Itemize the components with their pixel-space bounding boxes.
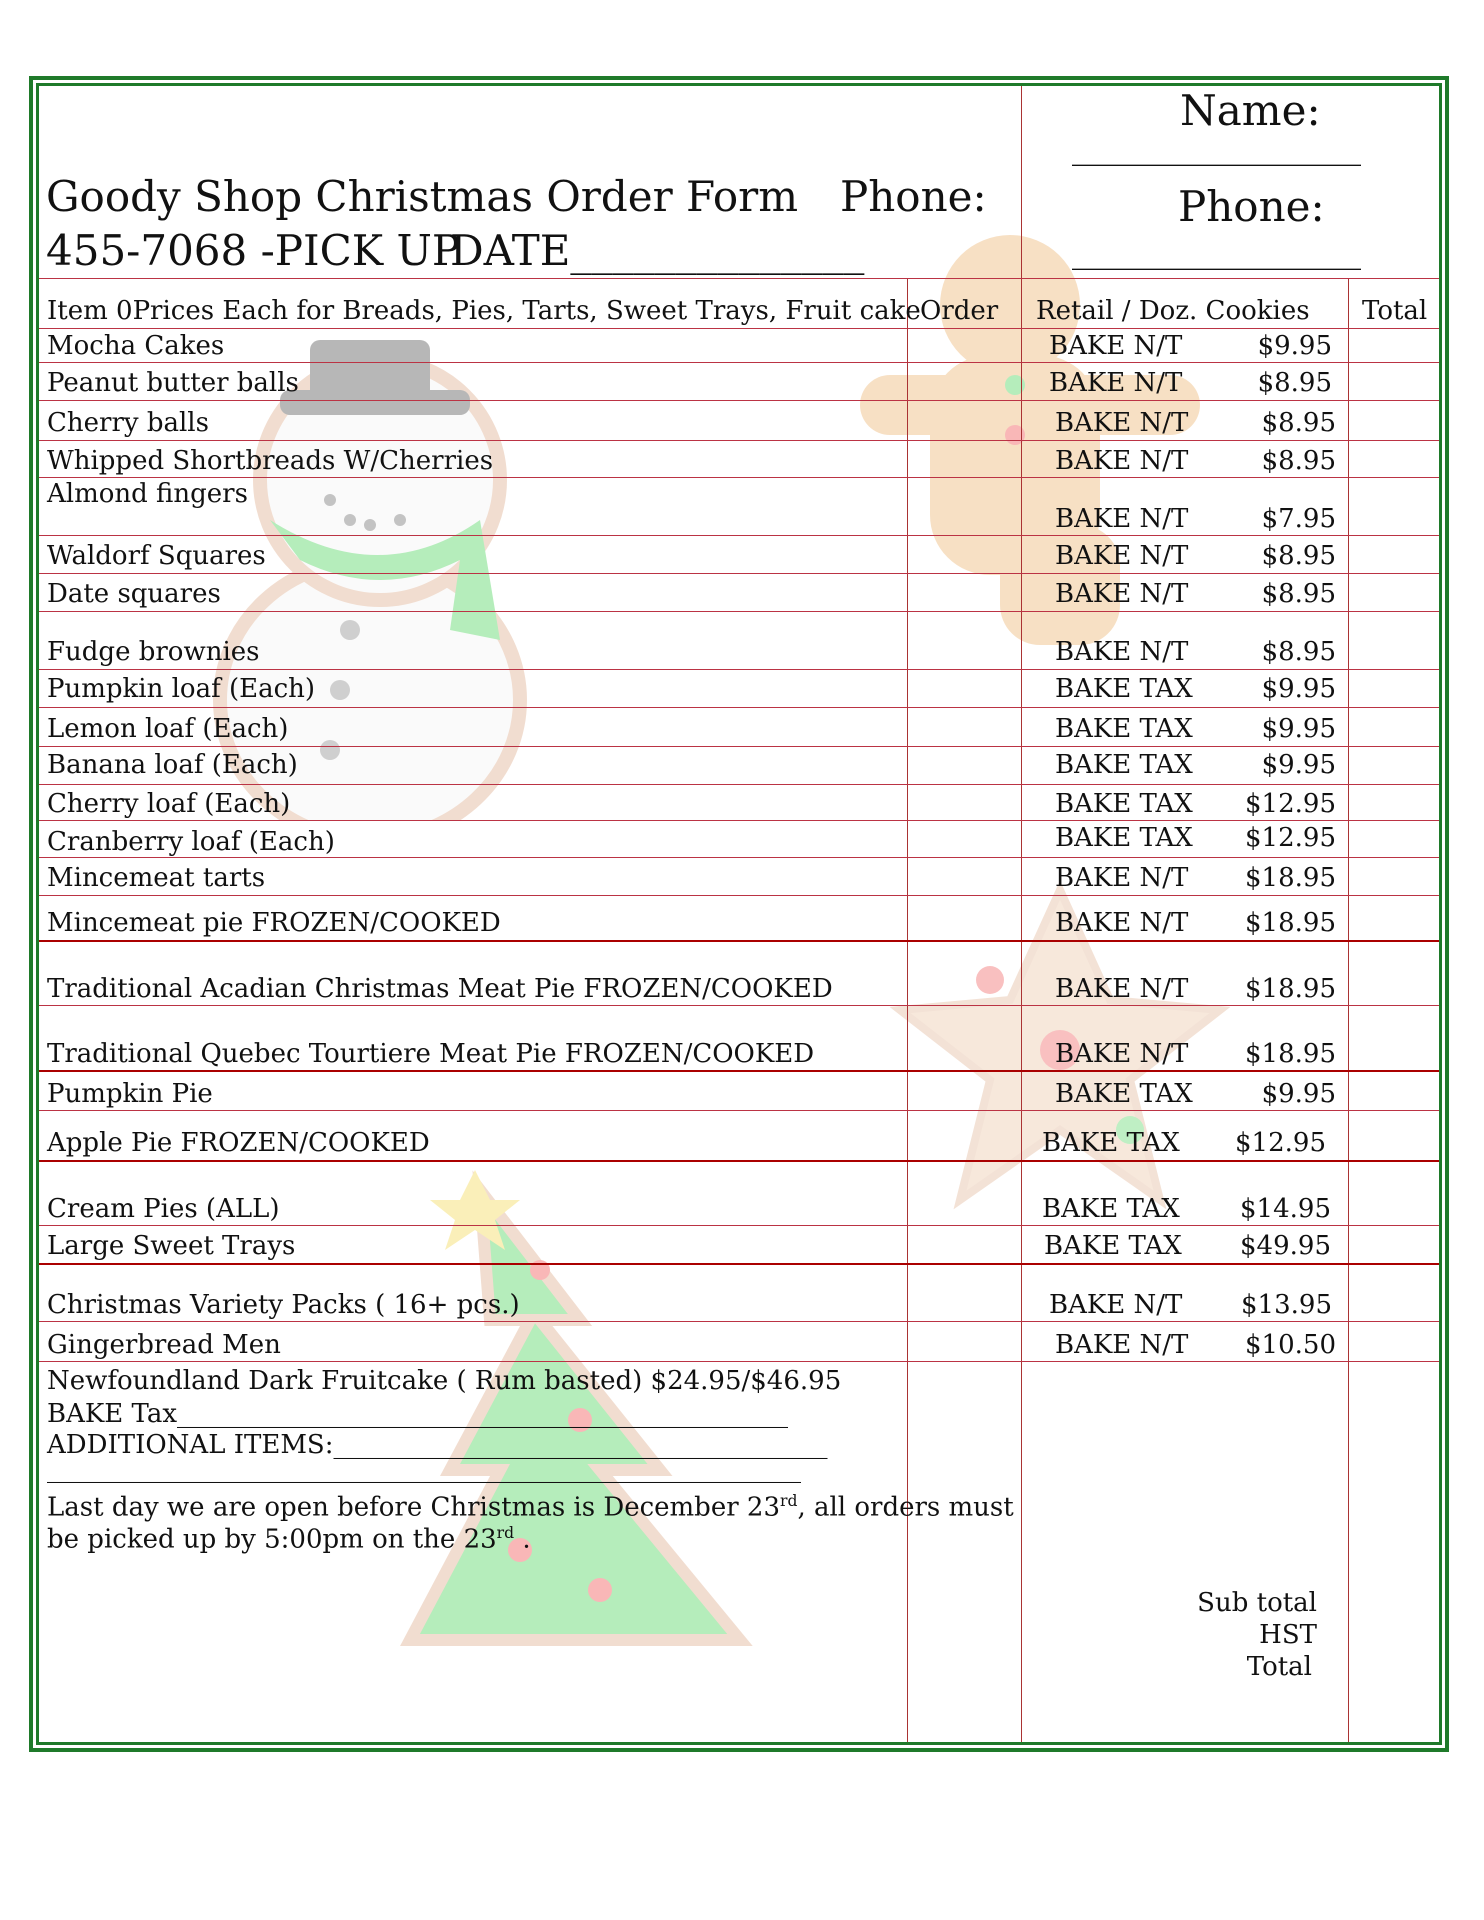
price: $9.95 <box>1261 714 1336 744</box>
name-field[interactable]: _________________ <box>1072 127 1361 167</box>
tax-status: BAKE TAX <box>1055 1079 1193 1109</box>
price: $14.95 <box>1240 1194 1331 1224</box>
list-item: Cream Pies (ALL) <box>47 1194 280 1224</box>
tax-status: BAKE TAX <box>1044 1231 1182 1261</box>
tax-status: BAKE N/T <box>1049 1290 1183 1320</box>
list-item: Traditional Quebec Tourtiere Meat Pie FROZEN/COOKED <box>47 1039 815 1069</box>
list-item: Cranberry loaf (Each) <box>47 827 335 857</box>
price: $10.50 <box>1245 1330 1336 1360</box>
tax-status: BAKE N/T <box>1055 446 1189 476</box>
price: $18.95 <box>1245 1039 1336 1069</box>
row-rule <box>39 707 1439 708</box>
list-item: Traditional Acadian Christmas Meat Pie FROZEN/COOKED <box>47 974 833 1004</box>
price: $18.95 <box>1245 908 1336 938</box>
price: $8.95 <box>1257 368 1332 398</box>
row-rule <box>39 477 1439 478</box>
price: $12.95 <box>1245 823 1336 853</box>
price: $9.95 <box>1261 1079 1336 1109</box>
row-rule <box>39 746 1439 747</box>
column-total-header: Total <box>1362 296 1428 326</box>
row-rule <box>39 1110 1439 1111</box>
row-rule <box>39 1263 1439 1265</box>
ordinal-suffix: rd <box>496 1524 515 1542</box>
row-rule <box>39 940 1439 942</box>
row-rule <box>39 1225 1439 1226</box>
price: $18.95 <box>1245 863 1336 893</box>
price: $18.95 <box>1245 974 1336 1004</box>
row-rule <box>39 820 1439 821</box>
total-label: Total <box>1246 1652 1312 1682</box>
row-rule <box>39 1160 1439 1162</box>
tax-status: BAKE N/T <box>1055 579 1189 609</box>
tax-status: BAKE N/T <box>1055 408 1189 438</box>
row-rule <box>39 362 1439 363</box>
tax-status: BAKE N/T <box>1049 331 1183 361</box>
tax-status: BAKE N/T <box>1055 541 1189 571</box>
tax-status: BAKE N/T <box>1049 368 1183 398</box>
row-rule <box>39 611 1439 612</box>
row-rule <box>39 440 1439 441</box>
additional-items-blank[interactable]: __________________________________________________________ <box>47 1454 801 1484</box>
list-item: Christmas Variety Packs ( 16+ pcs.) <box>47 1290 520 1320</box>
list-item: Date squares <box>47 579 221 609</box>
divider-total-left <box>1348 278 1349 1742</box>
tax-status: BAKE N/T <box>1055 1039 1189 1069</box>
column-retail-header: Retail / Doz. Cookies <box>1036 296 1310 326</box>
list-item: Mocha Cakes <box>47 331 225 361</box>
tax-status: BAKE TAX <box>1042 1128 1180 1158</box>
price: $12.95 <box>1245 789 1336 819</box>
row-rule <box>39 1321 1439 1322</box>
closing-notice-text: Last day we are open before Christmas is December 23 <box>47 1492 780 1523</box>
closing-notice-text: be picked up by 5:00pm on the 23 <box>47 1524 497 1555</box>
closing-notice-text: . <box>514 1524 531 1555</box>
price: $9.95 <box>1257 331 1332 361</box>
price: $13.95 <box>1241 1290 1332 1320</box>
row-rule <box>39 669 1439 670</box>
list-item: Apple Pie FROZEN/COOKED <box>47 1128 430 1158</box>
list-item: Gingerbread Men <box>47 1330 281 1360</box>
list-item: Almond fingers <box>47 479 248 509</box>
row-rule <box>39 895 1439 896</box>
list-item: Cherry loaf (Each) <box>47 789 291 819</box>
bake-tax-field[interactable]: BAKE Tax_______________________________________________ <box>47 1399 789 1429</box>
price: $7.95 <box>1261 504 1336 534</box>
tax-status: BAKE N/T <box>1055 637 1189 667</box>
phone-field[interactable]: _________________ <box>1072 231 1361 271</box>
row-rule <box>39 784 1439 785</box>
pickup-line: 455-7068 -PICK UP <box>46 226 461 275</box>
row-rule <box>39 400 1439 401</box>
phone-label-left: Phone: <box>840 172 987 221</box>
phone-label-right: Phone: <box>1178 182 1325 231</box>
price: $8.95 <box>1261 408 1336 438</box>
closing-notice-line-1 <box>47 1494 1014 1521</box>
list-item: Waldorf Squares <box>47 541 266 571</box>
row-rule <box>39 1005 1439 1006</box>
ordinal-suffix: rd <box>780 1492 798 1510</box>
subtotal-label: Sub total <box>1197 1588 1317 1618</box>
tax-status: BAKE N/T <box>1055 863 1189 893</box>
column-item-header: Item 0Prices Each for Breads, Pies, Tarts, Sweet Trays, Fruit cake <box>47 296 921 326</box>
closing-notice-text: , all orders must <box>797 1492 1014 1523</box>
list-item: Pumpkin loaf (Each) <box>47 674 316 704</box>
list-item: Mincemeat pie FROZEN/COOKED <box>47 908 501 938</box>
list-item: Banana loaf (Each) <box>47 750 298 780</box>
list-item: Fudge brownies <box>47 637 260 667</box>
list-item: Mincemeat tarts <box>47 863 266 893</box>
tax-status: BAKE TAX <box>1055 750 1193 780</box>
tax-status: BAKE TAX <box>1055 823 1193 853</box>
additional-items-field[interactable]: ADDITIONAL ITEMS:______________________________________ <box>47 1430 828 1460</box>
list-item: Whipped Shortbreads W/Cherries <box>47 446 494 476</box>
price: $8.95 <box>1261 446 1336 476</box>
tax-status: BAKE TAX <box>1055 714 1193 744</box>
tax-status: BAKE N/T <box>1055 974 1189 1004</box>
hst-label: HST <box>1259 1620 1317 1650</box>
price: $12.95 <box>1235 1128 1326 1158</box>
row-rule <box>39 1361 1439 1362</box>
list-item: Lemon loaf (Each) <box>47 714 289 744</box>
header-rule <box>39 278 1439 279</box>
tax-status: BAKE N/T <box>1055 908 1189 938</box>
list-item: Pumpkin Pie <box>47 1079 213 1109</box>
tax-status: BAKE TAX <box>1042 1194 1180 1224</box>
list-item: Peanut butter balls <box>47 368 299 398</box>
tax-status: BAKE TAX <box>1055 789 1193 819</box>
date-field[interactable]: DATE______________ <box>450 226 865 275</box>
price: $9.95 <box>1261 750 1336 780</box>
price: $8.95 <box>1261 637 1336 667</box>
column-order-header: Order <box>920 296 999 326</box>
list-item: Large Sweet Trays <box>47 1231 296 1261</box>
name-label: Name: <box>1180 86 1321 135</box>
fruitcake-line: Newfoundland Dark Fruitcake ( Rum basted) $24.95/$46.95 <box>47 1366 842 1396</box>
row-rule <box>39 328 1439 329</box>
price: $9.95 <box>1261 674 1336 704</box>
tax-status: BAKE N/T <box>1055 504 1189 534</box>
price: $8.95 <box>1261 541 1336 571</box>
row-rule <box>39 1070 1439 1072</box>
tax-status: BAKE N/T <box>1055 1330 1189 1360</box>
tax-status: BAKE TAX <box>1055 674 1193 704</box>
row-rule <box>39 857 1439 858</box>
divider-header-vertical <box>1021 86 1022 1742</box>
price: $8.95 <box>1261 579 1336 609</box>
row-rule <box>39 535 1439 536</box>
form-title: Goody Shop Christmas Order Form <box>46 172 799 221</box>
price: $49.95 <box>1240 1231 1331 1261</box>
list-item: Cherry balls <box>47 408 209 438</box>
row-rule <box>39 573 1439 574</box>
closing-notice-line-2 <box>47 1526 531 1553</box>
